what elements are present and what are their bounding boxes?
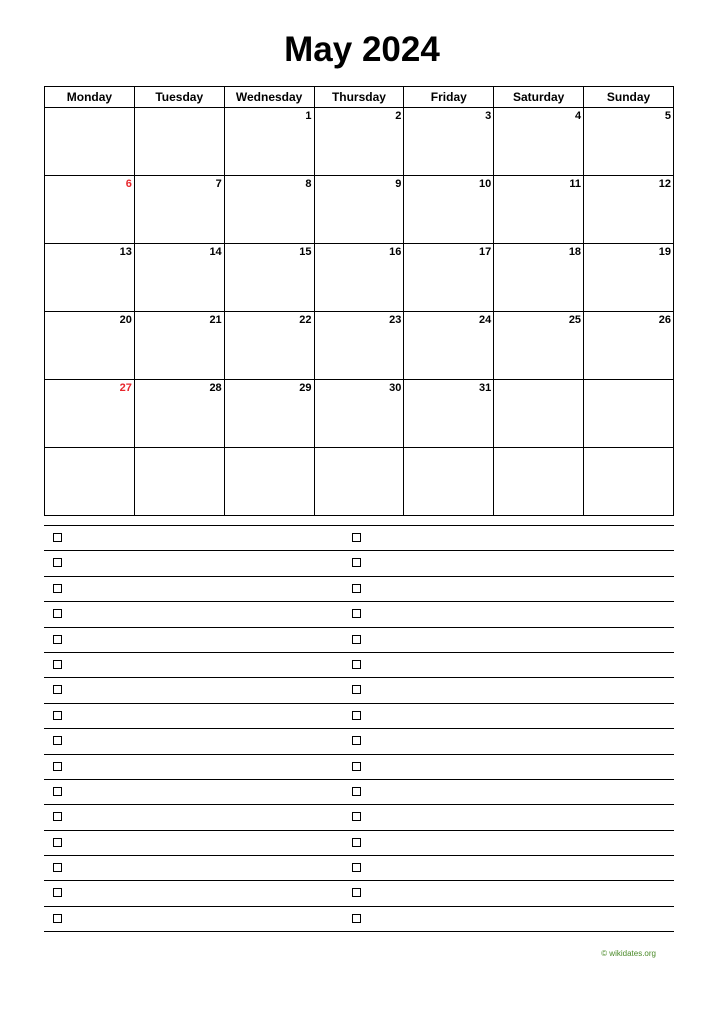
day-number <box>494 380 583 381</box>
day-number: 14 <box>209 246 222 258</box>
day-number: 3 <box>485 110 492 122</box>
day-cell[interactable] <box>314 108 404 176</box>
checkbox-icon[interactable] <box>53 812 62 821</box>
checkbox-icon[interactable] <box>352 787 361 796</box>
checkbox-icon[interactable] <box>53 736 62 745</box>
day-number <box>225 448 314 449</box>
day-cell[interactable] <box>45 176 135 244</box>
day-number <box>45 448 134 449</box>
day-cell[interactable] <box>494 176 584 244</box>
day-cell[interactable] <box>404 244 494 312</box>
day-number: 29 <box>299 382 312 394</box>
todo-row <box>44 906 674 932</box>
day-number: 22 <box>299 314 312 326</box>
day-number: 8 <box>305 178 312 190</box>
day-number <box>135 108 224 109</box>
week-row <box>45 108 674 176</box>
day-cell[interactable] <box>404 108 494 176</box>
day-number <box>404 448 493 449</box>
day-number: 13 <box>119 246 132 258</box>
todo-row <box>44 804 674 829</box>
day-cell[interactable] <box>404 380 494 448</box>
todo-list <box>44 525 674 932</box>
weekday-header: Wednesday <box>224 87 314 108</box>
day-cell[interactable] <box>494 108 584 176</box>
week-row <box>45 176 674 244</box>
day-cell[interactable] <box>134 244 224 312</box>
day-cell[interactable] <box>45 312 135 380</box>
day-cell[interactable] <box>404 448 494 516</box>
day-number: 17 <box>478 246 492 258</box>
checkbox-icon[interactable] <box>53 888 62 897</box>
day-cell[interactable] <box>134 176 224 244</box>
week-row <box>45 244 674 312</box>
footer-credit: © wikidates.org <box>601 949 656 958</box>
day-cell[interactable] <box>45 108 135 176</box>
todo-row <box>44 525 674 550</box>
todo-row <box>44 754 674 779</box>
day-number: 5 <box>664 110 671 122</box>
day-cell[interactable] <box>494 380 584 448</box>
weekday-header: Friday <box>404 87 494 108</box>
day-cell[interactable] <box>404 312 494 380</box>
checkbox-icon[interactable] <box>352 558 361 567</box>
todo-row <box>44 677 674 702</box>
day-number: 28 <box>209 382 222 394</box>
todo-row <box>44 703 674 728</box>
checkbox-icon[interactable] <box>352 838 361 847</box>
checkbox-icon[interactable] <box>352 609 361 618</box>
checkbox-icon[interactable] <box>352 762 361 771</box>
day-number: 25 <box>568 314 582 326</box>
checkbox-icon[interactable] <box>53 635 62 644</box>
checkbox-icon[interactable] <box>352 685 361 694</box>
day-number: 24 <box>478 314 492 326</box>
day-cell[interactable] <box>314 448 404 516</box>
day-cell[interactable] <box>45 448 135 516</box>
day-cell[interactable] <box>224 108 314 176</box>
day-number <box>584 380 673 381</box>
day-cell[interactable] <box>494 244 584 312</box>
checkbox-icon[interactable] <box>352 584 361 593</box>
day-number <box>135 448 224 449</box>
day-number: 20 <box>119 314 132 326</box>
checkbox-icon[interactable] <box>53 660 62 669</box>
day-cell[interactable] <box>314 380 404 448</box>
day-cell[interactable] <box>584 176 674 244</box>
checkbox-icon[interactable] <box>352 736 361 745</box>
day-number <box>494 448 583 449</box>
day-cell[interactable] <box>584 380 674 448</box>
weekday-header: Saturday <box>494 87 584 108</box>
checkbox-icon[interactable] <box>53 863 62 872</box>
day-number: 6 <box>125 178 132 190</box>
todo-row <box>44 652 674 677</box>
day-number <box>584 448 673 449</box>
checkbox-icon[interactable] <box>53 685 62 694</box>
day-cell[interactable] <box>224 448 314 516</box>
todo-row <box>44 880 674 905</box>
day-cell[interactable] <box>494 312 584 380</box>
day-number: 26 <box>658 314 671 326</box>
month-calendar <box>44 86 674 516</box>
day-number: 10 <box>478 178 492 190</box>
day-cell[interactable] <box>134 380 224 448</box>
page-title: May 2024 <box>284 30 440 69</box>
todo-row <box>44 728 674 753</box>
week-row <box>45 448 674 516</box>
day-number: 16 <box>389 246 402 258</box>
day-number: 9 <box>395 178 402 190</box>
checkbox-icon[interactable] <box>352 812 361 821</box>
checkbox-icon[interactable] <box>53 711 62 720</box>
day-cell[interactable] <box>45 380 135 448</box>
day-number <box>45 108 134 109</box>
todo-row <box>44 779 674 804</box>
day-number: 4 <box>574 110 582 122</box>
checkbox-icon[interactable] <box>352 711 361 720</box>
day-number: 27 <box>119 382 132 394</box>
checkbox-icon[interactable] <box>53 609 62 618</box>
day-cell[interactable] <box>224 312 314 380</box>
day-number: 7 <box>215 178 222 190</box>
day-cell[interactable] <box>494 448 584 516</box>
day-cell[interactable] <box>45 244 135 312</box>
day-cell[interactable] <box>584 448 674 516</box>
weekday-header: Sunday <box>584 87 674 108</box>
checkbox-icon[interactable] <box>53 787 62 796</box>
day-number: 2 <box>395 110 402 122</box>
todo-row <box>44 576 674 601</box>
day-cell[interactable] <box>134 108 224 176</box>
day-cell[interactable] <box>314 244 404 312</box>
day-cell[interactable] <box>314 176 404 244</box>
day-number: 1 <box>305 110 312 122</box>
checkbox-icon[interactable] <box>352 863 361 872</box>
checkbox-icon[interactable] <box>352 533 361 542</box>
day-cell[interactable] <box>134 448 224 516</box>
day-number: 19 <box>658 246 671 258</box>
day-number: 30 <box>389 382 402 394</box>
day-number <box>315 448 404 449</box>
checkbox-icon[interactable] <box>53 584 62 593</box>
day-number: 11 <box>569 178 582 190</box>
weekday-header: Tuesday <box>134 87 224 108</box>
todo-row <box>44 627 674 652</box>
todo-row <box>44 601 674 626</box>
todo-row <box>44 855 674 880</box>
checkbox-icon[interactable] <box>53 762 62 771</box>
day-number: 21 <box>209 314 222 326</box>
checkbox-icon[interactable] <box>53 914 62 923</box>
checkbox-icon[interactable] <box>352 660 361 669</box>
checkbox-icon[interactable] <box>53 838 62 847</box>
day-number: 18 <box>568 246 582 258</box>
checkbox-icon[interactable] <box>352 635 361 644</box>
day-cell[interactable] <box>314 312 404 380</box>
day-cell[interactable] <box>584 244 674 312</box>
day-cell[interactable] <box>134 312 224 380</box>
todo-row <box>44 830 674 855</box>
day-number: 31 <box>478 382 492 394</box>
day-number: 23 <box>389 314 402 326</box>
day-cell[interactable] <box>584 312 674 380</box>
day-cell[interactable] <box>224 380 314 448</box>
day-cell[interactable] <box>224 244 314 312</box>
day-number: 12 <box>658 178 671 190</box>
weekday-header: Thursday <box>314 87 404 108</box>
day-number: 15 <box>299 246 312 258</box>
day-cell[interactable] <box>224 176 314 244</box>
todo-row <box>44 550 674 575</box>
checkbox-icon[interactable] <box>53 558 62 567</box>
checkbox-icon[interactable] <box>53 533 62 542</box>
day-cell[interactable] <box>584 108 674 176</box>
week-row <box>45 380 674 448</box>
checkbox-icon[interactable] <box>352 888 361 897</box>
checkbox-icon[interactable] <box>352 914 361 923</box>
weekday-header-row <box>45 87 674 108</box>
day-cell[interactable] <box>404 176 494 244</box>
weekday-header: Monday <box>45 87 135 108</box>
week-row <box>45 312 674 380</box>
